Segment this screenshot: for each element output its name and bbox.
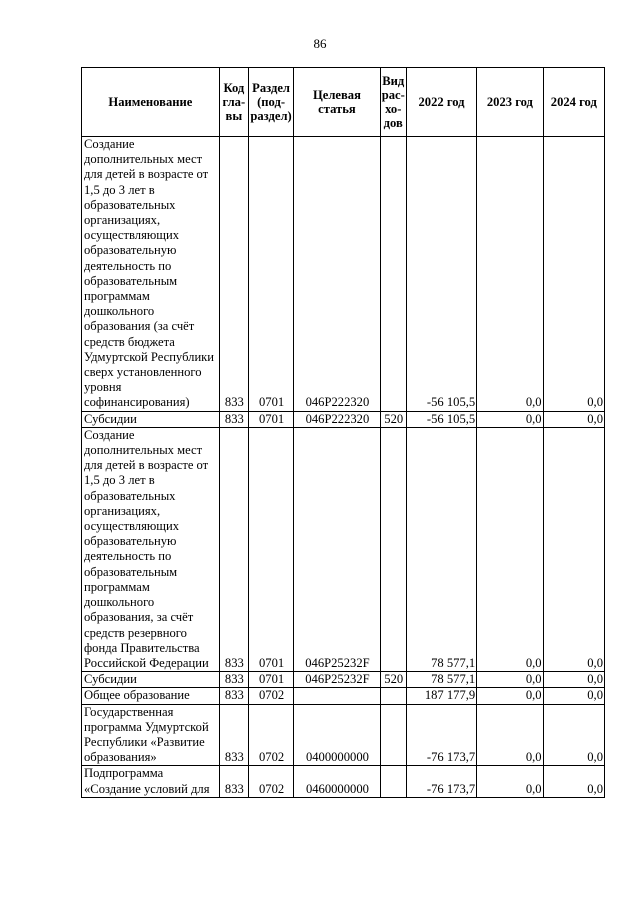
row-code: 833 (219, 672, 248, 688)
row-target: 0460000000 (294, 766, 380, 797)
row-code: 833 (219, 766, 248, 797)
row-section: 0701 (248, 672, 293, 688)
row-2022: -76 173,7 (406, 704, 476, 766)
header-section: Раздел (под-раздел) (248, 68, 293, 137)
row-2022: 187 177,9 (406, 688, 476, 704)
row-expense (380, 137, 406, 412)
row-name: Субсидии (82, 411, 220, 427)
row-2023: 0,0 (477, 411, 543, 427)
header-name: Наименование (82, 68, 220, 137)
row-section: 0702 (248, 704, 293, 766)
row-expense: 520 (380, 672, 406, 688)
row-2023: 0,0 (477, 704, 543, 766)
row-expense (380, 704, 406, 766)
row-section: 0702 (248, 766, 293, 797)
table-row (82, 766, 605, 797)
row-name: Общее образование (82, 688, 220, 704)
row-2024: 0,0 (543, 411, 604, 427)
row-code: 833 (219, 427, 248, 671)
table-row (82, 688, 605, 704)
row-2024: 0,0 (543, 766, 604, 797)
table-row (82, 427, 605, 671)
row-name: Подпрограмма «Создание условий для (82, 766, 220, 797)
row-2023: 0,0 (477, 427, 543, 671)
row-2022: -76 173,7 (406, 766, 476, 797)
row-target: 046P222320 (294, 137, 380, 412)
row-2022: 78 577,1 (406, 672, 476, 688)
row-target: 046P25232F (294, 427, 380, 671)
row-2023: 0,0 (477, 137, 543, 412)
table-row (82, 411, 605, 427)
row-name: Государственная программа Удмуртской Республики «Развитие образования» (82, 704, 220, 766)
row-section: 0701 (248, 411, 293, 427)
row-2024: 0,0 (543, 427, 604, 671)
row-name: Создание дополнительных мест для детей в возрасте от 1,5 до 3 лет в образовательных организациях, осуществляющих образовательную деятельность по образовательным программам дошкольного образования (за счёт средств бюджета Удмуртской Республики сверх установленного уровня софинансирования) (82, 137, 220, 412)
row-2022: -56 105,5 (406, 411, 476, 427)
row-2023: 0,0 (477, 688, 543, 704)
row-code: 833 (219, 137, 248, 412)
row-2024: 0,0 (543, 688, 604, 704)
budget-table (81, 67, 605, 798)
row-target (294, 688, 380, 704)
table-row (82, 137, 605, 412)
table-row (82, 704, 605, 766)
row-2024: 0,0 (543, 704, 604, 766)
row-section: 0702 (248, 688, 293, 704)
row-code: 833 (219, 688, 248, 704)
row-expense: 520 (380, 411, 406, 427)
row-2024: 0,0 (543, 137, 604, 412)
table-header-row (82, 68, 605, 137)
row-expense (380, 688, 406, 704)
row-code: 833 (219, 411, 248, 427)
row-2022: -56 105,5 (406, 137, 476, 412)
row-section: 0701 (248, 427, 293, 671)
header-2023: 2023 год (477, 68, 543, 137)
row-2024: 0,0 (543, 672, 604, 688)
header-target: Целевая статья (294, 68, 380, 137)
row-name: Создание дополнительных мест для детей в возрасте от 1,5 до 3 лет в образовательных организациях, осуществляющих образовательную деятельность по образовательным программам дошкольного образования, за счёт средств резервного фонда Правительства Российской Федерации (82, 427, 220, 671)
row-name: Субсидии (82, 672, 220, 688)
page-number: 86 (313, 36, 327, 51)
header-code: Код гла-вы (219, 68, 248, 137)
row-2023: 0,0 (477, 672, 543, 688)
row-section: 0701 (248, 137, 293, 412)
row-2023: 0,0 (477, 766, 543, 797)
row-expense (380, 766, 406, 797)
row-target: 046P222320 (294, 411, 380, 427)
header-2022: 2022 год (406, 68, 476, 137)
row-2022: 78 577,1 (406, 427, 476, 671)
table-row (82, 672, 605, 688)
header-2024: 2024 год (543, 68, 604, 137)
row-expense (380, 427, 406, 671)
row-code: 833 (219, 704, 248, 766)
row-target: 046P25232F (294, 672, 380, 688)
row-target: 0400000000 (294, 704, 380, 766)
header-expense: Вид рас-хо-дов (380, 68, 406, 137)
